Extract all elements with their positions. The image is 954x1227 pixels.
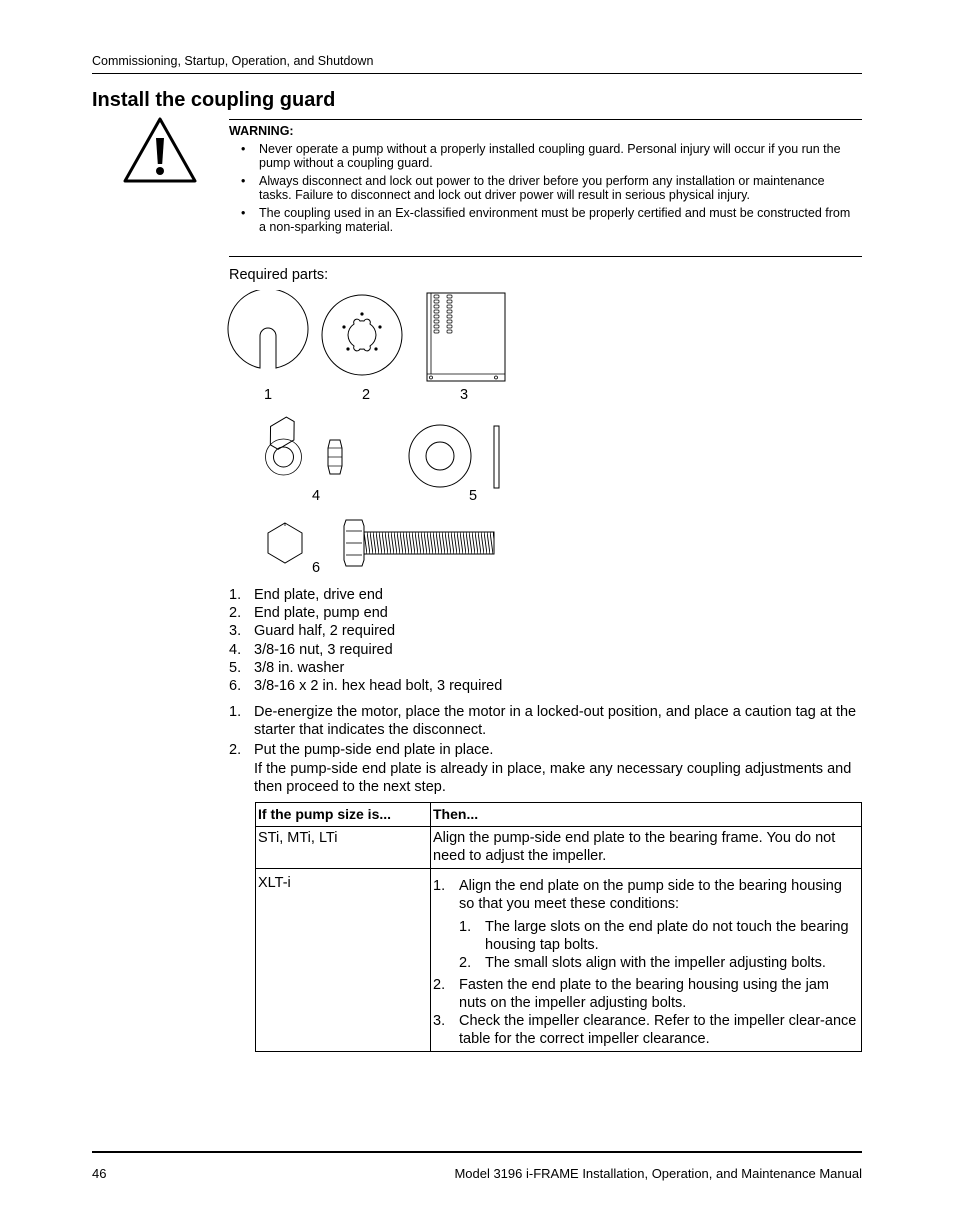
list-item: 5. 3/8 in. washer: [229, 659, 345, 676]
xlt-steps: [433, 877, 859, 1048]
step-number: 1.: [229, 704, 242, 720]
hex-bolt-drawing: [268, 520, 494, 566]
warning-bottom-rule: [229, 256, 862, 257]
list-item: 6. 3/8-16 x 2 in. hex head bolt, 3 required: [229, 678, 503, 695]
required-parts-label: Required parts:: [229, 267, 329, 283]
figure-number: 1: [264, 387, 273, 403]
step-number: 2.: [229, 742, 242, 759]
step-text: Check the impeller clearance. Refer to the impeller clear-ance table for the correct impeller clearance.: [459, 1013, 857, 1047]
warning-item-text: The coupling used in an Ex-classified environment must be properly certified and must be constructed from a non-sparking material.: [259, 206, 851, 234]
warning-list: [229, 142, 859, 238]
figure-number: 4: [312, 488, 321, 504]
warning-top-rule: [229, 119, 862, 120]
washer-drawing: [409, 425, 499, 488]
figure-number: 5: [469, 488, 478, 504]
list-item-text: 3/8-16 x 2 in. hex head bolt, 3 required: [254, 678, 503, 695]
figure-number: 3: [460, 387, 469, 403]
footer-rule: [92, 1151, 862, 1153]
list-item-text: 3/8 in. washer: [254, 659, 345, 676]
table-header: If the pump size is...: [256, 803, 431, 827]
step-item: [229, 703, 859, 739]
warning-item: • Never operate a pump without a properly installed coupling guard. Personal injury will occur if you run the pump without a coupling guard.: [241, 142, 841, 170]
list-item: [433, 1012, 859, 1048]
end-plate-pump-end-drawing: [322, 295, 402, 375]
xlt-substeps: [459, 918, 859, 972]
list-item-text: 3/8-16 nut, 3 required: [254, 641, 393, 658]
table-cell: Align the pump-side end plate to the bearing frame. You do not need to adjust the impeller.: [431, 827, 862, 869]
list-item: 1. End plate, drive end: [229, 587, 383, 603]
list-item: 2. End plate, pump end: [229, 605, 388, 622]
step-text: Put the pump-side end plate in place.: [254, 742, 494, 759]
table-cell: [431, 869, 862, 1052]
step-text: De-energize the motor, place the motor in a locked-out position, and place a caution tag at the starter that indicates the disconnect.: [254, 704, 857, 739]
warning-item-text: Never operate a pump without a properly installed coupling guard. Personal injury will occur if you run the pump without a coupling guard.: [259, 142, 841, 170]
table-row: [256, 869, 862, 1052]
section-title: Install the coupling guard: [92, 89, 336, 111]
figure-number: 6: [312, 560, 321, 576]
manual-title: Model 3196 i-FRAME Installation, Operation, and Maintenance Manual: [454, 1166, 862, 1181]
figure-number: 2: [362, 387, 371, 403]
warning-triangle-icon: [122, 116, 198, 184]
step-number: 2.: [459, 955, 472, 971]
step-text: Fasten the end plate to the bearing housing using the jam nuts on the impeller adjusting bolts.: [459, 977, 830, 1011]
pump-size-table: [255, 802, 862, 1052]
header-rule: [92, 73, 862, 74]
warning-item: • The coupling used in an Ex-classified environment must be properly certified and must be constructed from a non-sparking material.: [241, 206, 851, 234]
list-item: [433, 976, 859, 1012]
table-header: Then...: [431, 803, 862, 827]
step-number: 3.: [433, 1013, 446, 1029]
list-item: 3. Guard half, 2 required: [229, 623, 396, 640]
procedure-steps: [229, 703, 859, 796]
warning-item: • Always disconnect and lock out power to the driver before you perform any installation or maintenance tasks. Failure to disconnect and lock out driver power will result in serious physical injury.: [241, 174, 825, 202]
step-item: [229, 741, 859, 796]
step-note: If the pump-side end plate is already in place, make any necessary coupling adjustments and then proceed to the next step.: [254, 760, 852, 795]
page-number: 46: [92, 1166, 107, 1181]
list-item: [459, 954, 859, 972]
warning-heading: WARNING:: [229, 124, 294, 138]
step-text: Align the end plate on the pump side to the bearing housing so that you meet these conditions:: [459, 878, 842, 912]
table-row: [256, 827, 862, 869]
step-number: 1.: [433, 878, 446, 894]
parts-figure: [226, 290, 526, 580]
end-plate-drive-end-drawing: [228, 290, 308, 368]
step-number: 2.: [433, 977, 446, 993]
list-item: [459, 918, 859, 954]
list-item-text: End plate, pump end: [254, 605, 388, 622]
guard-half-drawing: [427, 293, 505, 381]
hex-nut-drawing: [263, 413, 342, 475]
list-item-text: End plate, drive end: [254, 587, 383, 603]
list-item: [433, 877, 859, 972]
list-item-text: Guard half, 2 required: [254, 623, 396, 640]
list-item: 4. 3/8-16 nut, 3 required: [229, 641, 393, 658]
table-header-row: [256, 803, 862, 827]
step-number: 1.: [459, 919, 472, 935]
table-cell: STi, MTi, LTi: [256, 827, 431, 869]
table-cell: XLT-i: [256, 869, 431, 1052]
parts-list: [229, 586, 502, 695]
step-text: The small slots align with the impeller adjusting bolts.: [485, 955, 826, 971]
step-text: The large slots on the end plate do not touch the bearing housing tap bolts.: [485, 919, 849, 953]
running-head: Commissioning, Startup, Operation, and Shutdown: [92, 54, 374, 68]
warning-item-text: Always disconnect and lock out power to the driver before you perform any installation or maintenance tasks. Failure to disconnect and lock out driver power will result in serious physical injury.: [259, 174, 825, 202]
